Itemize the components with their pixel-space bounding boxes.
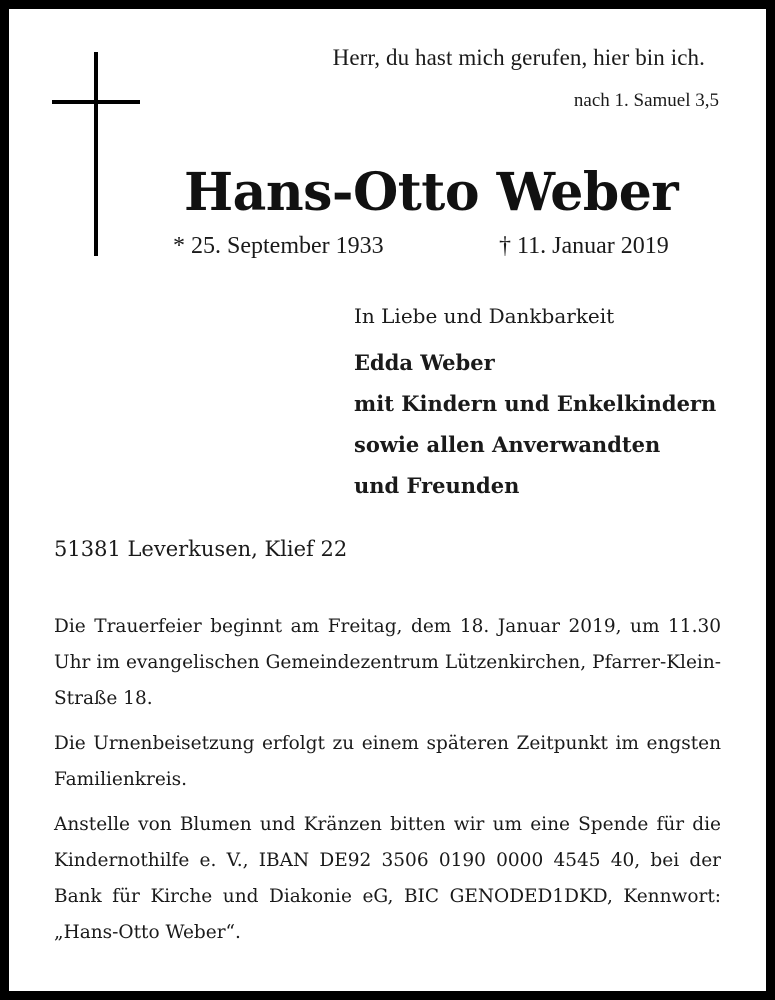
funeral-service-paragraph: Die Trauerfeier beginnt am Freitag, dem 18. Januar 2019, um 11.30 Uhr im evangelischen Gemeindezentrum Lützenkirchen, Pfarrer-Klein-Straße 18.: [54, 616, 721, 709]
deceased-name: Hans-Otto Weber: [184, 162, 679, 223]
bible-quote-source: nach 1. Samuel 3,5: [573, 90, 719, 111]
cross-vertical-bar: [94, 52, 98, 256]
death-date: † 11. Januar 2019: [499, 233, 669, 259]
bible-quote: Herr, du hast mich gerufen, hier bin ich.: [332, 45, 705, 70]
mourner-line: mit Kindern und Enkelkindern: [354, 391, 717, 416]
mourner-line: und Freunden: [354, 473, 520, 498]
urn-burial-paragraph: Die Urnenbeisetzung erfolgt zu einem späteren Zeitpunkt im engsten Familienkreis.: [54, 733, 721, 790]
mourner-line: Edda Weber: [354, 350, 495, 375]
mourner-line: sowie allen Anverwandten: [354, 432, 661, 457]
family-address: 51381 Leverkusen, Klief 22: [54, 537, 348, 561]
funeral-information: [54, 609, 721, 960]
birth-date: * 25. September 1933: [173, 233, 384, 259]
mourners-block: [354, 300, 716, 506]
donation-paragraph: Anstelle von Blumen und Kränzen bitten wir um eine Spende für die Kindernothilfe e. V., IBAN DE92 3506 0190 0000 4545 40, bei der Bank für Kirche und Diakonie eG, BIC GENODED1DKD, Kennwort: „Hans-Otto Weber“.: [54, 814, 721, 943]
mourners-intro: In Liebe und Dankbarkeit: [354, 304, 615, 328]
cross-horizontal-bar: [52, 100, 140, 104]
